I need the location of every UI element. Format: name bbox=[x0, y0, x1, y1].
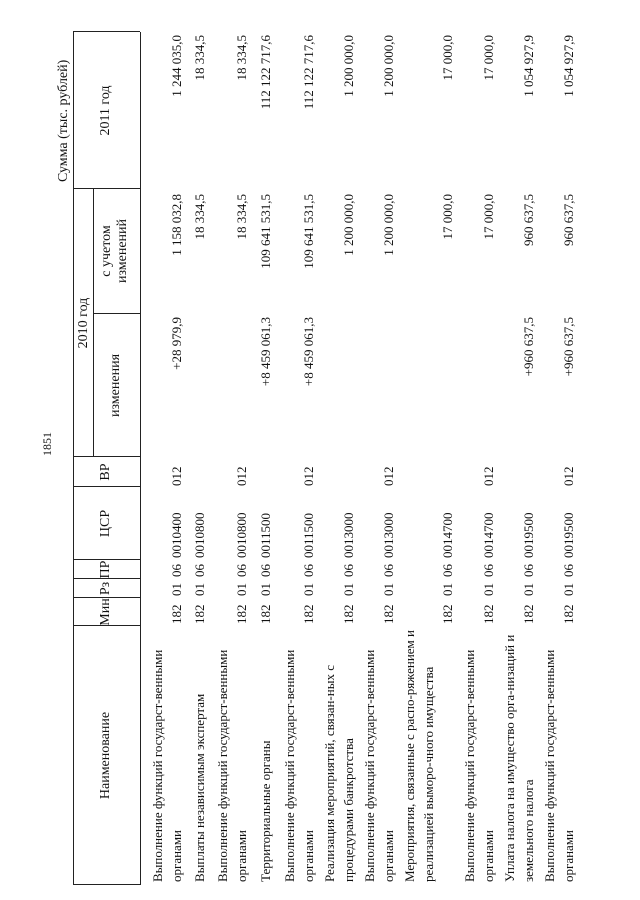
cell-changes: +8 459 061,3 bbox=[301, 317, 316, 387]
cell-with-changes: 18 334,5 bbox=[234, 194, 249, 240]
cell-rz: 01 bbox=[169, 583, 184, 596]
cell-y2011: 1 244 035,0 bbox=[169, 35, 184, 97]
units-label: Сумма (тыс. рублей) bbox=[56, 59, 71, 182]
cell-rz: 01 bbox=[381, 583, 396, 596]
header-bottom-border bbox=[140, 32, 141, 885]
cell-vr: 012 bbox=[169, 466, 184, 486]
cell-min: 182 bbox=[561, 604, 576, 624]
page-number: 1851 bbox=[40, 432, 54, 456]
table-top-border bbox=[73, 32, 74, 885]
cell-vr: 012 bbox=[301, 466, 316, 486]
cell-pr: 06 bbox=[481, 564, 496, 577]
cell-csr: 0010400 bbox=[169, 512, 184, 558]
cell-y2011: 17 000,0 bbox=[481, 35, 496, 81]
cell-name: Территориальные органы bbox=[258, 740, 273, 882]
cell-csr: 0013000 bbox=[381, 512, 396, 558]
cell-csr: 0014700 bbox=[481, 512, 496, 558]
cell-min: 182 bbox=[192, 604, 207, 624]
cell-rz: 01 bbox=[192, 583, 207, 596]
cell-name: Уплата налога на имущество орга-низаций и земельного налога bbox=[502, 634, 536, 882]
cell-csr: 0019500 bbox=[561, 512, 576, 558]
cell-name: Выполнение функций государст-венными органами bbox=[215, 649, 249, 882]
cell-with-changes: 109 641 531,5 bbox=[258, 194, 273, 269]
header-with-changes: с учетом изменений bbox=[99, 218, 130, 284]
cell-with-changes: 960 637,5 bbox=[521, 194, 536, 246]
header-year-2010: 2010 год bbox=[76, 297, 91, 349]
header-changes: изменения bbox=[108, 353, 123, 418]
cell-pr: 06 bbox=[301, 564, 316, 577]
cell-name: Выполнение функций государст-венными органами bbox=[362, 649, 396, 882]
cell-with-changes: 17 000,0 bbox=[440, 194, 455, 240]
cell-vr: 012 bbox=[381, 466, 396, 486]
cell-min: 182 bbox=[440, 604, 455, 624]
cell-rz: 01 bbox=[440, 583, 455, 596]
cell-y2011: 1 054 927,9 bbox=[561, 35, 576, 97]
header-csr: ЦСР bbox=[98, 509, 113, 538]
header-pr: ПР bbox=[98, 560, 113, 579]
cell-with-changes: 1 158 032,8 bbox=[169, 194, 184, 256]
cell-csr: 0019500 bbox=[521, 512, 536, 558]
cell-min: 182 bbox=[301, 604, 316, 624]
year2010-divider bbox=[93, 189, 94, 457]
cell-name: Выполнение функций государст-венными органами bbox=[282, 649, 316, 882]
cell-changes: +28 979,9 bbox=[169, 317, 184, 370]
cell-with-changes: 18 334,5 bbox=[192, 194, 207, 240]
cell-with-changes: 960 637,5 bbox=[561, 194, 576, 246]
cell-min: 182 bbox=[234, 604, 249, 624]
cell-rz: 01 bbox=[301, 583, 316, 596]
cell-vr: 012 bbox=[561, 466, 576, 486]
cell-y2011: 17 000,0 bbox=[440, 35, 455, 81]
header-name: Наименование bbox=[98, 711, 113, 800]
cell-name: Мероприятия, связанные с распо-ряжением и реализацией выморо-чного имущества bbox=[402, 630, 436, 882]
cell-rz: 01 bbox=[341, 583, 356, 596]
cell-pr: 06 bbox=[341, 564, 356, 577]
cell-pr: 06 bbox=[561, 564, 576, 577]
cell-pr: 06 bbox=[381, 564, 396, 577]
cell-rz: 01 bbox=[258, 583, 273, 596]
cell-pr: 06 bbox=[169, 564, 184, 577]
cell-with-changes: 109 641 531,5 bbox=[301, 194, 316, 269]
cell-y2011: 1 200 000,0 bbox=[381, 35, 396, 97]
cell-csr: 0011500 bbox=[258, 512, 273, 558]
cell-name: Выполнение функций государст-венными органами bbox=[150, 649, 184, 882]
cell-csr: 0011500 bbox=[301, 512, 316, 558]
cell-min: 182 bbox=[381, 604, 396, 624]
cell-y2011: 1 200 000,0 bbox=[341, 35, 356, 97]
cell-y2011: 112 122 717,6 bbox=[301, 35, 316, 110]
cell-y2011: 1 054 927,9 bbox=[521, 35, 536, 97]
cell-vr: 012 bbox=[481, 466, 496, 486]
cell-min: 182 bbox=[341, 604, 356, 624]
cell-y2011: 18 334,5 bbox=[234, 35, 249, 81]
cell-changes: +8 459 061,3 bbox=[258, 317, 273, 387]
cell-pr: 06 bbox=[521, 564, 536, 577]
cell-rz: 01 bbox=[481, 583, 496, 596]
cell-name: Выполнение функций государст-венными органами bbox=[542, 649, 576, 882]
cell-min: 182 bbox=[258, 604, 273, 624]
cell-csr: 0013000 bbox=[341, 512, 356, 558]
cell-y2011: 112 122 717,6 bbox=[258, 35, 273, 110]
header-vr: ВР bbox=[98, 463, 113, 481]
cell-rz: 01 bbox=[234, 583, 249, 596]
cell-with-changes: 1 200 000,0 bbox=[381, 194, 396, 256]
cell-name: Выплаты независимым экспертам bbox=[192, 693, 207, 882]
cell-min: 182 bbox=[169, 604, 184, 624]
cell-y2011: 18 334,5 bbox=[192, 35, 207, 81]
cell-name: Выполнение функций государст-венными органами bbox=[462, 649, 496, 882]
header-year-2011: 2011 год bbox=[98, 85, 113, 136]
cell-pr: 06 bbox=[440, 564, 455, 577]
cell-vr: 012 bbox=[234, 466, 249, 486]
cell-with-changes: 1 200 000,0 bbox=[341, 194, 356, 256]
cell-rz: 01 bbox=[561, 583, 576, 596]
cell-min: 182 bbox=[521, 604, 536, 624]
header-rz: Рз bbox=[98, 581, 113, 596]
cell-rz: 01 bbox=[521, 583, 536, 596]
cell-csr: 0010800 bbox=[234, 512, 249, 558]
cell-min: 182 bbox=[481, 604, 496, 624]
cell-pr: 06 bbox=[192, 564, 207, 577]
cell-csr: 0014700 bbox=[440, 512, 455, 558]
header-min: Мин bbox=[98, 598, 113, 626]
cell-name: Реализация мероприятий, связан-ных с процедурами банкротства bbox=[322, 665, 356, 882]
cell-changes: +960 637,5 bbox=[561, 317, 576, 377]
cell-pr: 06 bbox=[234, 564, 249, 577]
cell-csr: 0010800 bbox=[192, 512, 207, 558]
cell-pr: 06 bbox=[258, 564, 273, 577]
cell-changes: +960 637,5 bbox=[521, 317, 536, 377]
cell-with-changes: 17 000,0 bbox=[481, 194, 496, 240]
